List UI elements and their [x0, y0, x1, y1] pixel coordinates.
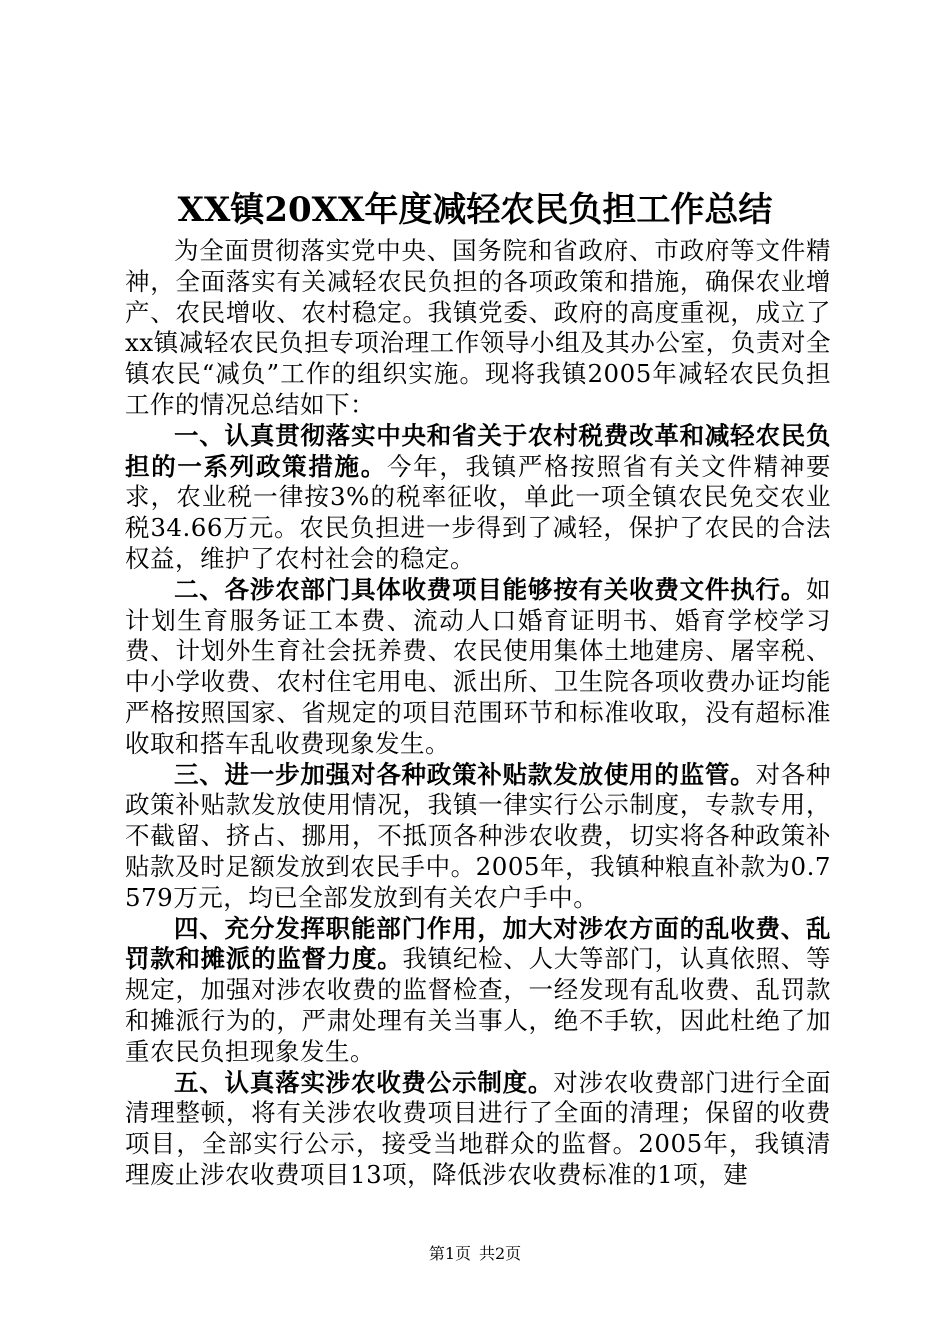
section-heading-5: 五、认真落实涉农收费公示制度。 — [174, 1067, 554, 1097]
section-heading-4: 四、充分发挥职能部门作用，加大对涉农方面的乱收费、乱罚款和摊派的监督力度。 — [125, 913, 831, 974]
section-heading-1: 一、认真贯彻落实中央和省关于农村税费改革和减轻农民负担的一系列政策措施。 — [125, 420, 831, 481]
intro-paragraph: 为全面贯彻落实党中央、国务院和省政府、市政府等文件精神，全面落实有关减轻农民负担的各项政策和措施，确保农业增产、农民增收、农村稳定。我镇党委、政府的高度重视，成立了xx镇减轻农民负担专项治理工作领导小组及其办公室，负责对全镇农民“减负”工作的组织实施。现将我镇2005年减轻农民负担工作的情况总结如下： — [125, 236, 831, 419]
section-paragraph-1 — [125, 421, 831, 575]
page-total: 共2页 — [479, 1244, 522, 1263]
section-heading-3: 三、进一步加强对各种政策补贴款发放使用的监管。 — [174, 759, 756, 789]
section-paragraph-2 — [125, 575, 831, 760]
section-paragraph-3 — [125, 760, 831, 914]
section-text-5: 对涉农收费部门进行全面清理整顿，将有关涉农收费项目进行了全面的清理；保留的收费项目，全部实行公示，接受当地群众的监督。2005年，我镇清理废止涉农收费项目13项，降低涉农收费标准的1项，建 — [125, 1067, 832, 1189]
section-paragraph-5 — [125, 1068, 831, 1191]
page-number: 第1页 — [428, 1244, 471, 1263]
section-text-1: 今年，我镇严格按照省有关文件精神要求，农业税一律按3%的税率征收，单此一项全镇农民免交农业税34.66万元。农民负担进一步得到了减轻，保护了农民的合法权益，维护了农村社会的稳定。 — [125, 451, 832, 573]
document-body — [125, 236, 831, 1191]
section-heading-2: 二、各涉农部门具体收费项目能够按有关收费文件执行。 — [174, 574, 806, 604]
section-text-2: 如计划生育服务证工本费、流动人口婚育证明书、婚育学校学习费、计划外生育社会抚养费、农民使用集体土地建房、屠宰税、中小学收费、农村住宅用电、派出所、卫生院各项收费办证均能严格按照国家、省规定的项目范围环节和标准收取，没有超标准收取和搭车乱收费现象发生。 — [125, 574, 831, 758]
section-text-4: 我镇纪检、人大等部门，认真依照、等规定，加强对涉农收费的监督检查，一经发现有乱收费、乱罚款和摊派行为的，严肃处理有关当事人，绝不手软，因此杜绝了加重农民负担现象发生。 — [125, 944, 832, 1066]
page-footer — [0, 1244, 950, 1264]
document-title: XX镇20XX年度减轻农民负担工作总结 — [177, 190, 773, 230]
section-text-3: 对各种政策补贴款发放使用情况，我镇一律实行公示制度，专款专用，不截留、挤占、挪用，不抵顶各种涉农收费，切实将各种政策补贴款及时足额发放到农民手中。2005年，我镇种粮直补款为0.7579万元，均已全部发放到有关农户手中。 — [125, 759, 831, 912]
section-paragraph-4 — [125, 914, 831, 1068]
